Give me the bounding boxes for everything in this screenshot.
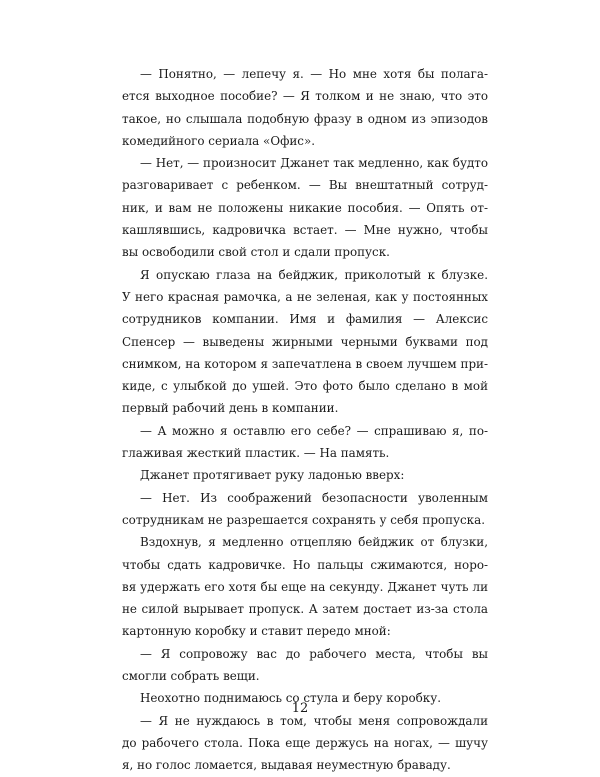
- text-line: — А можно я оставлю его себе? — спрашиваю я, по-: [140, 423, 488, 438]
- text-line: первый рабочий день в компании.: [122, 401, 339, 416]
- page-number: 12: [291, 701, 309, 716]
- text-line: Я опускаю глаза на бейджик, приколотый к блузке.: [140, 267, 488, 282]
- text-line: смогли собрать вещи.: [122, 669, 260, 684]
- text-line: чтобы сдать кадровичке. Но пальцы сжимаются, норо-: [122, 557, 488, 572]
- text-line: не силой вырывает пропуск. А затем достает из-за стола: [122, 602, 488, 617]
- text-line: сотрудников компании. Имя и фамилия — Алексис: [122, 312, 488, 327]
- text-line: — Я не нуждаюсь в том, чтобы меня сопровождали: [140, 713, 488, 728]
- text-line: глаживая жесткий пластик. — На память.: [122, 446, 390, 461]
- text-line: — Я сопровожу вас до рабочего места, чтобы вы: [140, 646, 488, 661]
- text-line: ник, и вам не положены никакие пособия. — Опять от-: [122, 200, 488, 215]
- text-line: У него красная рамочка, а не зеленая, как у постоянных: [122, 289, 488, 304]
- text-line: Джанет протягивает руку ладонью вверх:: [140, 468, 405, 483]
- text-line: вя удержать его хотя бы еще на секунду. Джанет чуть ли: [122, 579, 488, 594]
- text-line: ется выходное пособие? — Я толком и не знаю, что это: [122, 89, 488, 104]
- text-line: разговаривает с ребенком. — Вы внештатный сотруд-: [122, 178, 488, 193]
- text-line: — Понятно, — лепечу я. — Но мне хотя бы полага-: [140, 67, 488, 81]
- text-line: — Нет. Из соображений безопасности уволенным: [140, 490, 488, 505]
- text-line: я, но голос ломается, выдавая неуместную браваду.: [122, 758, 451, 773]
- body-text: [122, 63, 488, 777]
- text-line: такое, но слышала подобную фразу в одном из эпизодов: [122, 111, 488, 126]
- text-line: до рабочего стола. Пока еще держусь на ногах, — шучу: [122, 735, 488, 750]
- text-line: Вздохнув, я медленно отцепляю бейджик от блузки,: [140, 535, 488, 550]
- text-line: киде, с улыбкой до ушей. Это фото было сделано в мой: [122, 379, 488, 394]
- text-line: — Нет, — произносит Джанет так медленно, как будто: [140, 156, 488, 171]
- text-line: кашлявшись, кадровичка встает. — Мне нужно, чтобы: [122, 223, 488, 238]
- text-line: Неохотно поднимаюсь со стула и беру коробку.: [140, 691, 441, 706]
- text-line: картонную коробку и ставит передо мной:: [122, 624, 391, 639]
- text-line: комедийного сериала «Офис».: [122, 133, 316, 148]
- text-line: снимком, на котором я запечатлена в своем лучшем при-: [122, 356, 488, 371]
- text-line: вы освободили свой стол и сдали пропуск.: [122, 245, 390, 260]
- text-line: сотрудникам не разрешается сохранять у себя пропуска.: [122, 512, 485, 527]
- text-line: Спенсер — выведены жирными черными буквами под: [122, 334, 488, 349]
